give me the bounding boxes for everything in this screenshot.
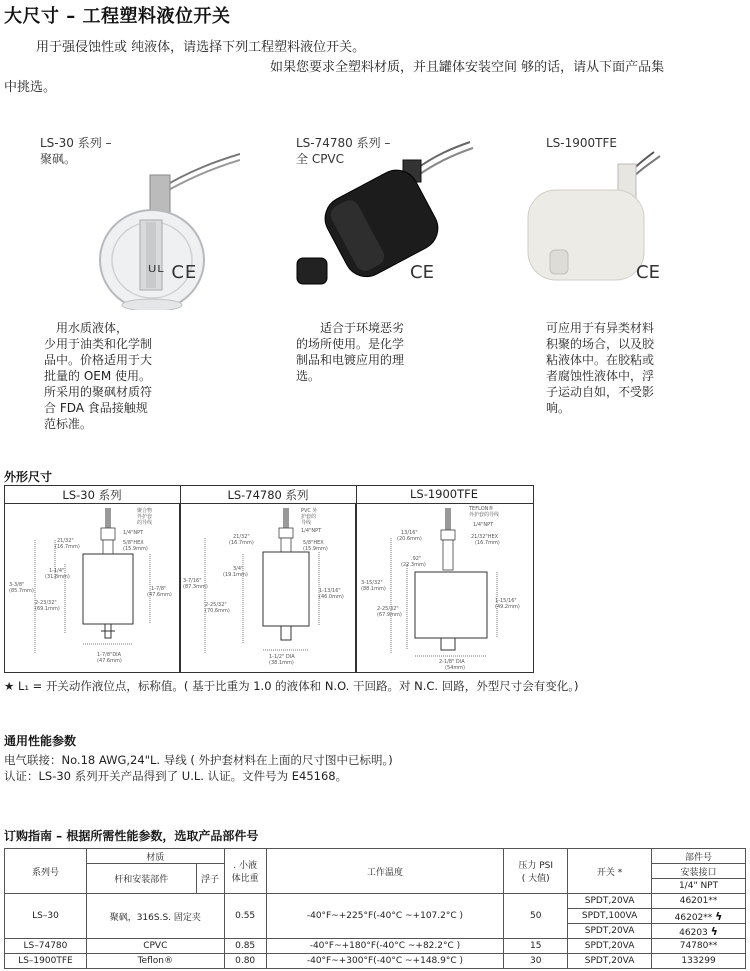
row-ls74780-temp: -40°F~+180°F(-40°C ~+82.2°C ) [266, 939, 504, 954]
row-ls74780-part: 74780** [652, 939, 746, 954]
dimensions-footnote: ★ L₁ = 开关动作液位点，标称值。( 基于比重为 1.0 的液体和 N.O. 干回路。对 N.C. 回路，外型尺寸会有变化。) [4, 679, 579, 693]
row-ls74780-material: CPVC [86, 939, 224, 954]
row-ls74780-pressure: 15 [504, 939, 568, 954]
product-name-ls30: LS-30 系列 – [40, 136, 112, 150]
row-ls74780-sg: 0.85 [224, 939, 266, 954]
row-ls1900-part: 133299 [652, 954, 746, 969]
ls1900tfe-cert-marks: CE [636, 262, 660, 283]
ls74780-cert-marks: CE [410, 262, 434, 283]
product-name-ls1900tfe: LS-1900TFE [546, 136, 617, 150]
hdr-stem: 杆和安装部件 [86, 864, 196, 894]
ls30-cert-marks: ᵁᴸ CE [148, 262, 198, 283]
row-ls30-part-2: 46202** ϟ [652, 909, 746, 924]
intro-line-1: 用于强侵蚀性或 纯液体，请选择下列工程塑料液位开关。 [36, 40, 366, 55]
hdr-temp: 工作温度 [266, 849, 504, 894]
dim-panel-ls74780: PVC 外 护套的 导线 1/4"NPT 5/8"HEX (15.9mm) 21/32" (16.7mm) 3/4" (19.1mm) 3-7/16" (87.3mm) 2-25/32" (70.6mm) 1-13/16" (46.0mm) 1-1/2" DIA (38.1mm) [180, 503, 356, 673]
intro-line-2: 如果您要求全塑料材质，并且罐体安装空间 够的话，请从下面产品集 [270, 60, 665, 75]
row-ls30-temp: -40°F~+225°F(-40°C ~+107.2°C ) [266, 894, 504, 939]
row-ls74780-series: LS–74780 [5, 939, 87, 954]
hdr-npt: 1/4" NPT [652, 879, 746, 894]
row-ls30-part-3: 46203 ϟ [652, 924, 746, 939]
params-title: 通用性能参数 [4, 734, 77, 748]
row-ls1900-series: LS–1900TFE [5, 954, 87, 969]
row-ls1900-sg: 0.80 [224, 954, 266, 969]
row-ls1900-switch: SPDT,20VA [568, 954, 652, 969]
lightning-icon: ϟ [710, 924, 718, 938]
row-ls1900-pressure: 30 [504, 954, 568, 969]
ordering-title: 订购指南 – 根据所需性能参数，选取产品部件号 [4, 829, 259, 843]
dim-header-ls74780: LS-74780 系列 [227, 488, 309, 502]
product-desc-ls74780: 适合于环境恶劣 的场所使用。是化学 制品和电镀应用的理 选。 [296, 321, 405, 383]
hdr-min-sg: . 小液 体比重 [224, 849, 266, 894]
row-ls30-switch-3: SPDT,20VA [568, 924, 652, 939]
dim-header-ls1900tfe: LS-1900TFE [409, 487, 479, 501]
row-ls30-part-1: 46201** [652, 894, 746, 909]
dim-panel-ls1900tfe: TEFLON® 外护套的导线 1/4"NPT 21/32"HEX (16.7mm) 13/16" (20.6mm) 3-15/32" (88.1mm) .92" (22.3mm) 2-25/32" (67.9mm) 1-15/16" (49.2mm) 2-1/8" DIA (54mm) [356, 503, 534, 673]
row-ls30-material: 聚砜，316S.S. 固定夹 [86, 894, 224, 939]
row-ls30-series: LS–30 [5, 894, 87, 939]
dim-header-ls30: LS-30 系列 [62, 488, 122, 502]
hdr-part-no: 部件号 [652, 849, 746, 864]
dim-header-divider [356, 485, 357, 503]
dim-header-divider [180, 485, 181, 503]
product-desc-ls30: 用水质液体， 少用于油类和化学制 品中。价格适用于大 批量的 OEM 使用。 所采用的聚砜材质符 合 FDA 食品接触规 范标准。 [44, 321, 153, 431]
row-ls30-switch-1: SPDT,20VA [568, 894, 652, 909]
row-ls1900-material: Teflon® [86, 954, 224, 969]
product-desc-ls1900tfe: 可应用于有异类材料 积聚的场合，以及胶 粘液体中。在胶粘或 者腐蚀性液体中，浮 子运动自如，不受影 响。 [546, 321, 655, 415]
row-ls30-switch-2: SPDT,100VA [568, 909, 652, 924]
ls74780-product-photo [285, 140, 475, 300]
row-ls1900-temp: -40°F~+300°F(-40°C ~+148.9°C ) [266, 954, 504, 969]
product-material-ls74780: 全 CPVC [296, 152, 345, 166]
params-certification: 认证：LS-30 系列开关产品得到了 U.L. 认证。文件号为 E45168。 [4, 769, 348, 783]
hdr-float: 浮子 [196, 864, 224, 894]
row-ls74780-switch: SPDT,20VA [568, 939, 652, 954]
dim-panel-ls30: 聚合物 外护套 的导线 1/4"NPT 5/8"HEX (15.9mm) 21/32" (16.7mm) 1-1/4" (31.8mm) 3-3/8" (85.7mm) 2-23/32" (69.1mm) 1-7/8" (47.6mm) 1-7/8"DIA (47.6mm) [4, 503, 180, 673]
params-electrical: 电气联接：No.18 AWG,24"L. 导线 ( 外护套材料在上面的尺寸图中已标明。) [4, 753, 393, 767]
ordering-table [4, 848, 746, 969]
dimensions-title: 外形尺寸 [4, 470, 53, 484]
product-material-ls30: 聚砜。 [40, 152, 77, 166]
intro-line-3: 中挑选。 [4, 80, 57, 95]
hdr-switch: 开关 * [568, 849, 652, 894]
hdr-pressure: 压力 PSI ( 大值) [504, 849, 568, 894]
ls30-product-photo [80, 150, 240, 310]
row-ls30-pressure: 50 [504, 894, 568, 939]
row-ls30-sg: 0.55 [224, 894, 266, 939]
lightning-icon: ϟ [715, 909, 723, 923]
hdr-mount: 安装接口 [652, 864, 746, 879]
hdr-material: 材质 [86, 849, 224, 864]
product-name-ls74780: LS-74780 系列 – [296, 136, 391, 150]
page-title: 大尺寸 – 工程塑料液位开关 [4, 6, 231, 27]
hdr-series: 系列号 [5, 849, 87, 894]
